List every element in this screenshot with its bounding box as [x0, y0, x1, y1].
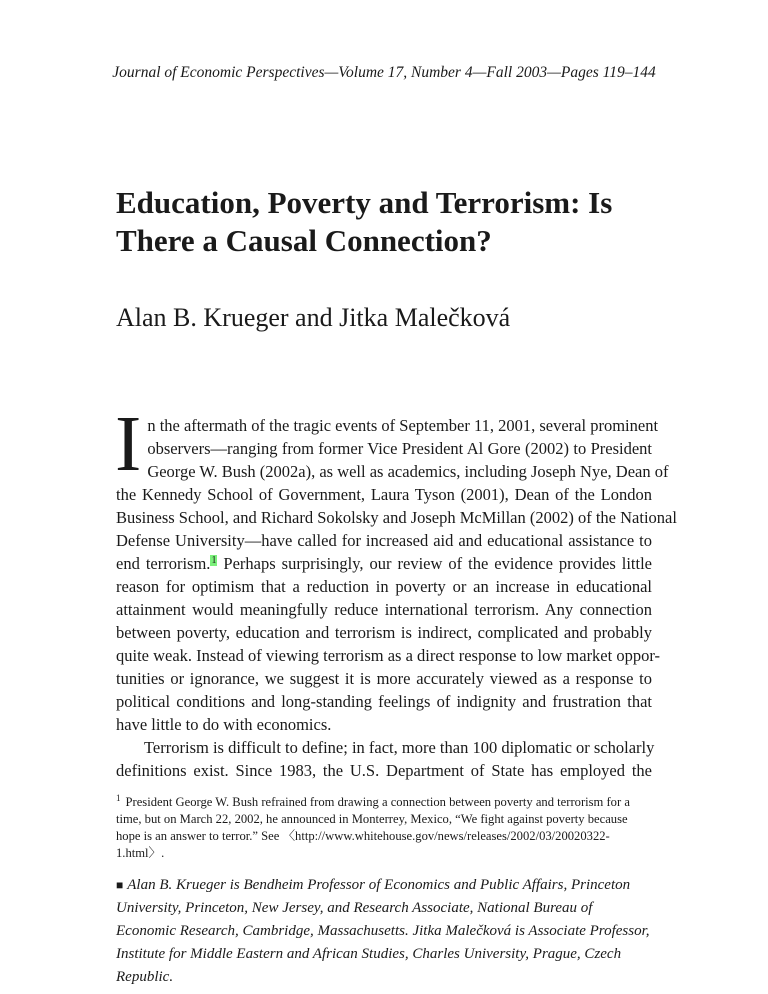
body-line: Terrorism is difficult to define; in fact, more than 100 diplomatic or scholarly [144, 738, 655, 757]
body-line-with-footnote [116, 552, 652, 575]
article-body [115, 401, 677, 782]
article-title: Education, Poverty and Terrorism: Is There a Causal Connection? [116, 185, 613, 258]
body-line: the Kennedy School of Government, Laura Tyson (2001), Dean of the London [116, 485, 652, 504]
paragraph-1 [115, 401, 677, 736]
author-affiliation [116, 874, 652, 989]
affiliation-text: Alan B. Krueger is Bendheim Professor of Economics and Public Affairs, Princeton University, Princeton, New Jersey, and Research Associate, National Bureau of Economic Research, Cambridge, Massachusetts. Jitka Malečková is Associate Professor, Institute for Middle Eastern and African Studies, Charles University, Prague, Czech Republic. [116, 877, 650, 985]
running-head: Journal of Economic Perspectives—Volume 17, Number 4—Fall 2003—Pages 119–144 [112, 64, 656, 81]
body-text: end terrorism. [116, 554, 211, 573]
body-line: n the aftermath of the tragic events of September 11, 2001, several prominent [147, 416, 659, 435]
body-line: Business School, and Richard Sokolsky and Joseph McMillan (2002) of the National [116, 508, 677, 527]
article-authors: Alan B. Krueger and Jitka Malečková [116, 303, 511, 332]
body-line: tunities or ignorance, we suggest it is more accurately viewed as a response to [116, 669, 652, 688]
drop-cap: I [115, 401, 142, 488]
body-line: George W. Bush (2002a), as well as academics, including Joseph Nye, Dean of [147, 462, 669, 481]
body-line: reason for optimism that a reduction in poverty or an increase in educational [116, 577, 652, 596]
body-line: quite weak. Instead of viewing terrorism as a direct response to low market oppor- [116, 646, 661, 665]
body-text: Perhaps surprisingly, our review of the evidence provides little [217, 554, 652, 573]
footnote-link[interactable]: 1 [211, 554, 217, 566]
body-line: definitions exist. Since 1983, the U.S. Department of State has employed the [116, 761, 652, 780]
body-line: have little to do with economics. [116, 715, 332, 734]
paragraph-2 [116, 736, 655, 782]
body-line: observers—ranging from former Vice President Al Gore (2002) to President [147, 439, 652, 458]
footnote-text: President George W. Bush refrained from drawing a connection between poverty and terrorism for a time, but on March 22, 2002, he announced in Monterrey, Mexico, “We fight against poverty because hope is an answer to terror.” See 〈http://www.whitehouse.gov/news/releases/2002/03/20020322-1.html〉. [116, 795, 630, 861]
body-line: Defense University—have called for increased aid and educational assistance to [116, 531, 652, 550]
footnote [116, 790, 652, 862]
body-line: political conditions and long-standing feelings of indignity and frustration that [116, 692, 652, 711]
footnote-number: 1 [116, 793, 121, 803]
square-bullet-icon: ■ [116, 878, 124, 892]
body-line: between poverty, education and terrorism is indirect, complicated and probably [116, 623, 652, 642]
body-line: attainment would meaningfully reduce international terrorism. Any connection [116, 600, 652, 619]
